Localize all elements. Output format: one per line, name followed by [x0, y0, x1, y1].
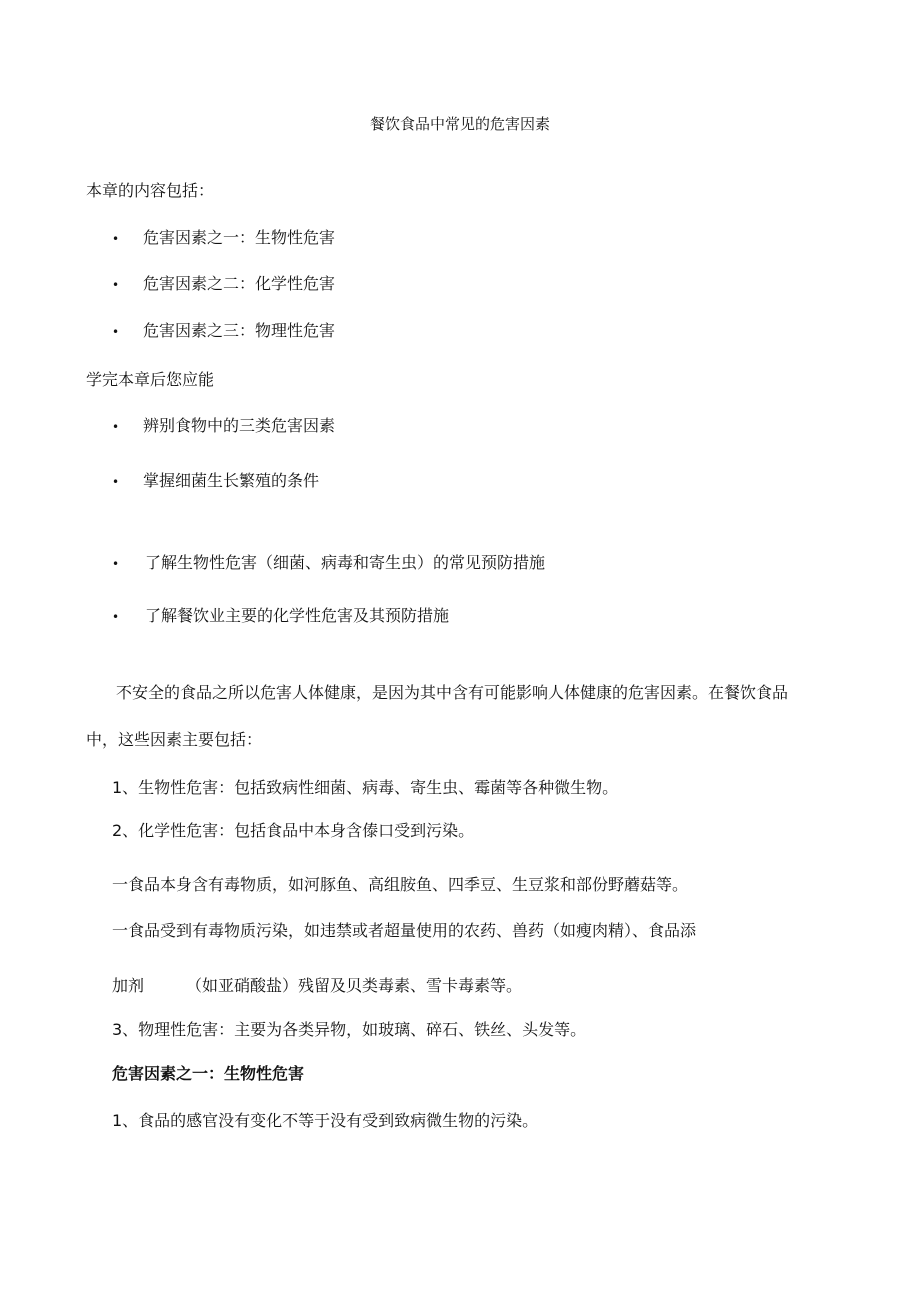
bullet-marker: • — [112, 278, 120, 292]
contents-heading: 本章的内容包括： — [86, 181, 215, 200]
contents-item: 危害因素之一：生物性危害 — [143, 228, 336, 247]
bullet-marker: • — [112, 610, 120, 624]
bullet-marker: • — [112, 232, 120, 246]
bullet-marker: • — [112, 475, 120, 489]
contents-item: 危害因素之二：化学性危害 — [143, 274, 336, 293]
chemical-subitem-continued: （如亚硝酸盐）残留及贝类毒素、雪卡毒素等。 — [186, 976, 523, 995]
hazard-item-biological: 1、生物性危害：包括致病性细菌、病毒、寄生虫、霉菌等各种微生物。 — [112, 778, 619, 797]
chemical-subitem: 一食品本身含有毒物质，如河豚鱼、高组胺鱼、四季豆、生豆浆和部份野蘑菇等。 — [112, 875, 689, 894]
goals-item: 掌握细菌生长繁殖的条件 — [143, 471, 320, 490]
contents-item: 危害因素之三：物理性危害 — [143, 321, 336, 340]
goals-item: 了解生物性危害（细菌、病毒和寄生虫）的常见预防措施 — [145, 553, 546, 572]
hazard-item-physical: 3、物理性危害：主要为各类异物，如玻璃、碎石、铁丝、头发等。 — [112, 1020, 587, 1039]
page-title: 餐饮食品中常见的危害因素 — [369, 115, 550, 133]
hazard-item-chemical: 2、化学性危害：包括食品中本身含傣口受到污染。 — [112, 821, 475, 840]
section-point: 1、食品的感官没有变化不等于没有受到致病微生物的污染。 — [112, 1111, 539, 1130]
goals-heading: 学完本章后您应能 — [86, 370, 215, 389]
bullet-marker: • — [112, 557, 120, 571]
section-heading: 危害因素之一：生物性危害 — [112, 1064, 305, 1083]
bullet-marker: • — [112, 420, 120, 434]
chemical-subitem-continued: 加剂 — [112, 976, 145, 995]
bullet-marker: • — [112, 325, 120, 339]
intro-paragraph-line: 不安全的食品之所以危害人体健康，是因为其中含有可能影响人体健康的危害因素。在餐饮食品 — [116, 683, 789, 702]
chemical-subitem: 一食品受到有毒物质污染，如违禁或者超量使用的农药、兽药（如瘦肉精）、食品添 — [112, 921, 697, 940]
goals-item: 了解餐饮业主要的化学性危害及其预防措施 — [145, 606, 450, 625]
goals-item: 辨别食物中的三类危害因素 — [143, 416, 336, 435]
intro-paragraph-line: 中，这些因素主要包括： — [86, 730, 263, 749]
